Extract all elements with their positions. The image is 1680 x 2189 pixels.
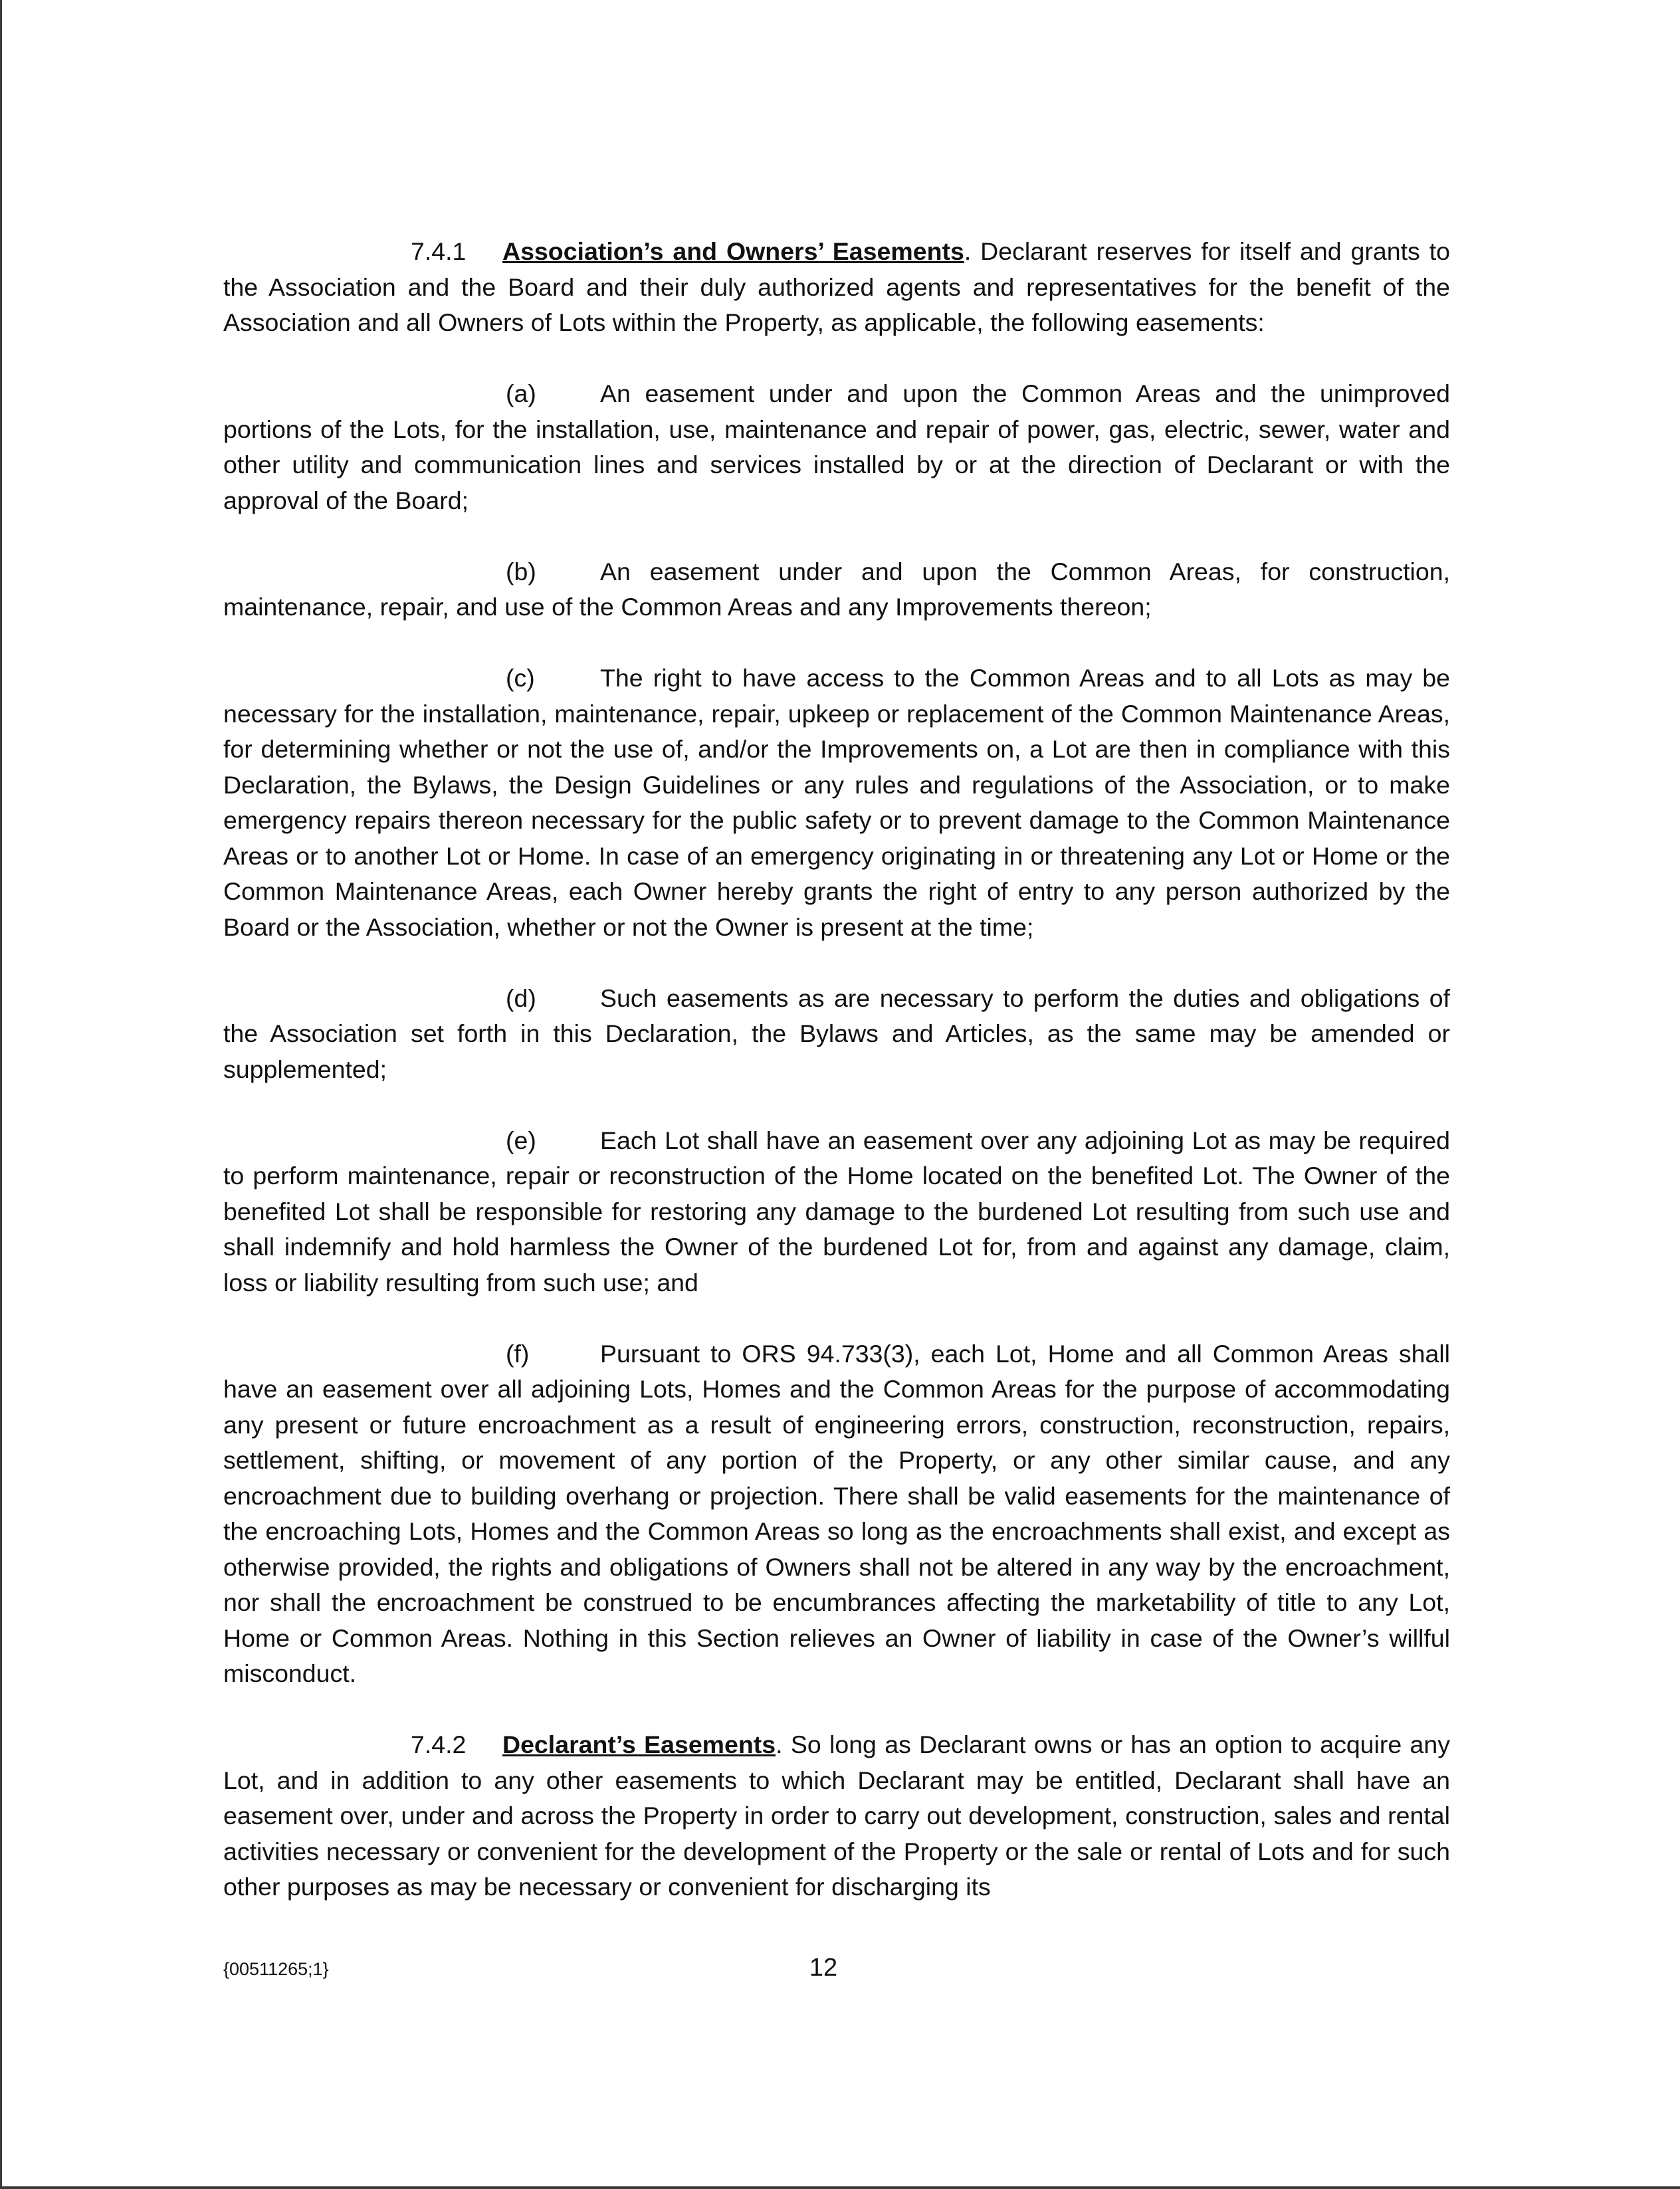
easement-item-b [223, 554, 1450, 625]
page-number: 12 [809, 1954, 838, 1982]
document-id: {00511265;1} [223, 1959, 329, 1979]
item-label: (f) [506, 1339, 530, 1368]
easement-item-f [223, 1336, 1450, 1692]
section-number: 7.4.1 [411, 237, 467, 265]
item-label: (d) [506, 984, 536, 1012]
easement-item-a [223, 376, 1450, 518]
section-number: 7.4.2 [411, 1730, 467, 1758]
document-body [223, 234, 1450, 1940]
section-7-4-1 [223, 234, 1450, 341]
item-text: The right to have access to the Common Areas and to all Lots as may be necessary for the installation, maintenance, repair, upkeep or replacement of the Common Maintenance Areas, for determining whether or not the use of, and/or the Improvements on, a Lot are then in compliance with this Declaration, the Bylaws, the Design Guidelines or any rules and regulations of the Association, or to make emergency repairs thereon necessary for the public safety or to prevent damage to the Common Maintenance Areas or to another Lot or Home. In case of an emergency originating in or threatening any Lot or Home or the Common Maintenance Areas, each Owner hereby grants the right of entry to any person authorized by the Board or the Association, whether or not the Owner is present at the time; [223, 664, 1450, 941]
easement-item-e [223, 1123, 1450, 1301]
item-label: (b) [506, 557, 536, 585]
item-label: (c) [506, 664, 535, 692]
section-heading: Association’s and Owners’ Easements [502, 237, 964, 265]
section-heading: Declarant’s Easements [502, 1730, 776, 1758]
item-text: Such easements as are necessary to perform the duties and obligations of the Association set forth in this Declaration, the Bylaws and Articles, as the same may be amended or supplemented; [223, 984, 1450, 1083]
section-text: . Declarant reserves for itself and grants to the Association and the Board and their duly authorized agents and representatives for the benefit of the Association and all Owners of Lots within the Property, as applicable, the following easements: [223, 237, 1450, 336]
item-label: (e) [506, 1126, 536, 1154]
section-7-4-2 [223, 1727, 1450, 1905]
item-label: (a) [506, 379, 536, 407]
item-text: Each Lot shall have an easement over any adjoining Lot as may be required to perform maintenance, repair or reconstruction of the Home located on the benefited Lot. The Owner of the benefited Lot shall be responsible for restoring any damage to the burdened Lot resulting from such use and shall indemnify and hold harmless the Owner of the burdened Lot for, from and against any damage, claim, loss or liability resulting from such use; and [223, 1126, 1450, 1297]
section-text: . So long as Declarant owns or has an option to acquire any Lot, and in addition to any other easements to which Declarant may be entitled, Declarant shall have an easement over, under and across the Property in order to carry out development, construction, sales and rental activities necessary or convenient for the development of the Property or the sale or rental of Lots and for such other purposes as may be necessary or convenient for discharging its [223, 1730, 1450, 1901]
item-text: An easement under and upon the Common Areas and the unimproved portions of the Lots, for the installation, use, maintenance and repair of power, gas, electric, sewer, water and other utility and communication lines and services installed by or at the direction of Declarant or with the approval of the Board; [223, 379, 1450, 514]
easement-item-d [223, 981, 1450, 1088]
scan-edge-bottom [0, 2186, 1680, 2189]
scan-edge-left [0, 0, 2, 2189]
item-text: Pursuant to ORS 94.733(3), each Lot, Home and all Common Areas shall have an easement over all adjoining Lots, Homes and the Common Areas for the purpose of accommodating any present or future encroachment as a result of engineering errors, construction, reconstruction, repairs, settlement, shifting, or movement of any portion of the Property, or any other similar cause, and any encroachment due to building overhang or projection. There shall be valid easements for the maintenance of the encroaching Lots, Homes and the Common Areas so long as the encroachments shall exist, and except as otherwise provided, the rights and obligations of Owners shall not be altered in any way by the encroachment, nor shall the encroachment be construed to be encumbrances affecting the marketability of title to any Lot, Home or Common Areas. Nothing in this Section relieves an Owner of liability in case of the Owner’s willful misconduct. [223, 1339, 1450, 1687]
easement-item-c [223, 661, 1450, 945]
item-text: An easement under and upon the Common Areas, for construction, maintenance, repair, and use of the Common Areas and any Improvements thereon; [223, 557, 1450, 621]
